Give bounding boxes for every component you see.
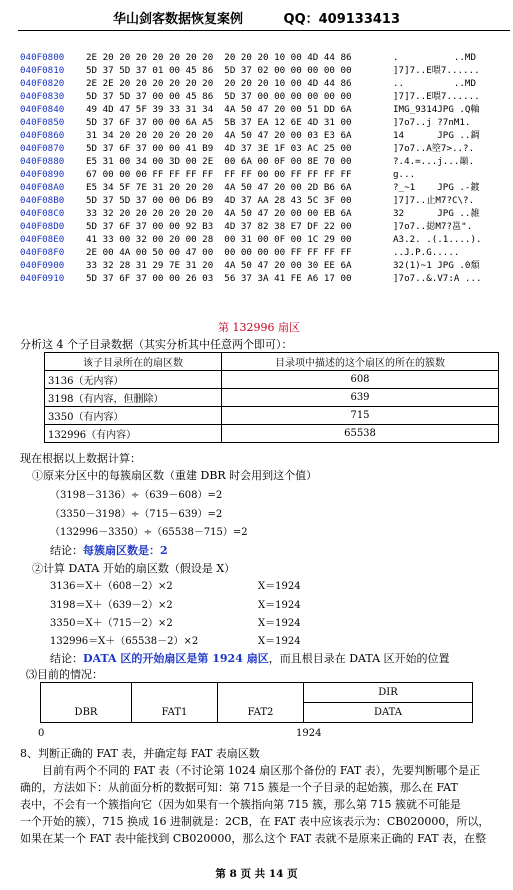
step2-title: ②计算 DATA 开始的扇区数（假设是 X） [32, 562, 236, 575]
hex-offset: 040F0820 [20, 78, 65, 89]
step2-result: X＝1924 [258, 618, 301, 629]
hex-bytes: 31 34 20 20 20 20 20 20 4A 50 47 20 00 03 E3 6A [86, 130, 352, 141]
hex-bytes: 67 00 00 00 FF FF FF FF FF FF 00 00 FF FF FF FF [86, 169, 352, 180]
hex-offset: 040F08B0 [20, 195, 65, 206]
hex-ascii: g... [393, 169, 482, 180]
conclusion-label: 结论： [50, 652, 83, 665]
hex-offset: 040F0810 [20, 65, 65, 76]
header-rule [18, 30, 510, 31]
hex-ascii: ]7o7..&.V7:A ... [393, 273, 482, 284]
table-cell: 715 [222, 407, 499, 425]
step2-eq: 132996＝X＋（65538－2）×2 [50, 636, 199, 647]
hex-ascii: . ..MD [393, 52, 476, 63]
intro-text: 分析这 4 个子目录数据（其实分析其中任意两个即可）： [20, 338, 293, 351]
hex-offset: 040F0900 [20, 260, 65, 271]
hex-offset: 040F0860 [20, 130, 65, 141]
step1-title: ①原来分区中的每簇扇区数（重建 DBR 时会用到这个值） [32, 469, 318, 482]
step2-eq: 3198＝X＋（639－2）×2 [50, 600, 173, 611]
paragraph-line: 确的，方法如下：从前面分析的数据可知：第 715 簇是一个子目录的起始簇，那么在 FAT [20, 781, 458, 794]
hex-ascii: A3.2. .(.1....). [393, 234, 482, 245]
hex-ascii: ]7]7..E喂7...... [393, 65, 480, 76]
fat1-cell: FAT1 [132, 703, 218, 723]
table-header: 该子目录所在的扇区数 [45, 353, 222, 371]
step1-line: （3350－3198）÷（715－639）=2 [50, 509, 223, 520]
step1-line: （132996－3350）÷（65538－715）=2 [50, 527, 248, 538]
hex-ascii: .. ..MD [393, 78, 476, 89]
paragraph-line: 目前有两个不同的 FAT 表（不讨论第 1024 扇区那个备份的 FAT 表），先要判断哪个是正 [42, 764, 481, 777]
hex-bytes: 5D 37 5D 37 00 00 D6 B9 4D 37 AA 28 43 5C 3F 00 [86, 195, 352, 206]
axis-mark-label: 1924 [296, 728, 322, 739]
table-cell: 608 [222, 371, 499, 389]
hex-ascii: ]7]7..止M7?C\?. [393, 195, 475, 206]
step2-result: X＝1924 [258, 636, 301, 647]
axis-start-label: 0 [38, 728, 45, 739]
table-row [45, 371, 499, 389]
hex-ascii: ..J.P.G..... [393, 247, 482, 258]
hex-bytes: 5D 37 6F 37 00 00 41 B9 4D 37 3E 1F 03 AC 25 00 [86, 143, 352, 154]
step2-eq: 3136＝X＋（608－2）×2 [50, 581, 173, 592]
hex-bytes: 2E 20 20 20 20 20 20 20 20 20 20 10 00 4D 44 86 [86, 52, 352, 63]
hex-ascii: ]7o7..搃M7?邕". [393, 221, 473, 232]
hex-ascii: 32 JPG ..雑 [393, 208, 480, 219]
dbr-cell: DBR [41, 703, 132, 723]
hex-offset: 040F0800 [20, 52, 65, 63]
hex-ascii: ?.4.=...j...巔. [393, 156, 475, 167]
hex-offset: 040F0910 [20, 273, 65, 284]
hex-bytes: 5D 37 6F 37 00 00 92 B3 4D 37 82 38 E7 DF 22 00 [86, 221, 352, 232]
hex-bytes: 5D 37 5D 37 00 00 45 86 5D 37 00 00 00 00 00 00 [86, 91, 352, 102]
hex-bytes: 41 33 00 32 00 20 00 28 00 31 00 0F 00 1C 29 00 [86, 234, 352, 245]
section8-title: 8、判断正确的 FAT 表，并确定每 FAT 表扇区数 [20, 747, 260, 760]
hex-offset: 040F0840 [20, 104, 65, 115]
hex-caption: 第 132996 扇区 [218, 321, 300, 334]
step1-conclusion [50, 542, 168, 558]
conclusion-tail: ，而且根目录在 DATA 区开始的位置 [268, 652, 450, 665]
hex-bytes: E5 31 00 34 00 3D 00 2E 00 6A 00 0F 00 8E 70 00 [86, 156, 352, 167]
fat2-cell: FAT2 [218, 703, 304, 723]
step2-eq: 3350＝X＋（715－2）×2 [50, 618, 173, 629]
step3-title: ⑶目前的情况： [26, 668, 103, 681]
page-header [0, 8, 513, 27]
hex-ascii: 32(1)~1 JPG .0頽 [393, 260, 480, 271]
step2-conclusion [50, 650, 450, 666]
header-qq: QQ：409133413 [283, 12, 401, 27]
dir-cell: DIR [304, 683, 473, 703]
layout-diagram [40, 682, 473, 723]
hex-offset: 040F0830 [20, 91, 65, 102]
step1-line: （3198－3136）÷（639－608）=2 [50, 490, 223, 501]
hex-offset: 040F0850 [20, 117, 65, 128]
conclusion-value: 每簇扇区数是：2 [83, 544, 168, 557]
data-cell: DATA [304, 703, 473, 723]
hex-offset: 040F08C0 [20, 208, 65, 219]
calc-intro: 现在根据以上数据计算： [20, 452, 141, 465]
table-cell: 65538 [222, 425, 499, 443]
hex-offset: 040F0890 [20, 169, 65, 180]
hex-bytes: 2E 00 4A 00 50 00 47 00 00 00 00 00 FF FF FF FF [86, 247, 352, 258]
step2-result: X＝1924 [258, 581, 301, 592]
hex-ascii: ]7]7..E喂7...... [393, 91, 480, 102]
hex-bytes: 2E 2E 20 20 20 20 20 20 20 20 20 10 00 4D 44 86 [86, 78, 352, 89]
paragraph-line: 一个开始的簇），715 换成 16 进制就是：2CB，在 FAT 表中应该表示为：CB020000，所以， [20, 815, 490, 828]
paragraph-line: 如果在某一个 FAT 表中能找到 CB020000，那么这个 FAT 表就不是原来正确的 FAT 表，在整 [20, 832, 487, 845]
hex-offset: 040F08A0 [20, 182, 65, 193]
hex-ascii: 14 JPG ..錭 [393, 130, 480, 141]
table-cell: 132996（有内容） [45, 425, 222, 443]
hex-bytes: 5D 37 5D 37 01 00 45 86 5D 37 02 00 00 00 00 00 [86, 65, 352, 76]
table-header-row [45, 353, 499, 371]
conclusion-label: 结论： [50, 544, 83, 557]
hex-bytes: E5 34 5F 7E 31 20 20 20 4A 50 47 20 00 2D B6 6A [86, 182, 352, 193]
table-row [45, 407, 499, 425]
conclusion-value: DATA 区的开始扇区是第 1924 扇区 [83, 652, 269, 665]
table-cell: 3198（有内容，但删除） [45, 389, 222, 407]
hex-offset: 040F0880 [20, 156, 65, 167]
hex-ascii: ]7o7..A箜7>..?. [393, 143, 475, 154]
page-footer: 第 8 页 共 14 页 [215, 868, 298, 880]
step2-result: X＝1924 [258, 600, 301, 611]
hex-offset: 040F0870 [20, 143, 65, 154]
sector-table [44, 352, 499, 443]
table-header: 目录项中描述的这个扇区的所在的簇数 [222, 353, 499, 371]
hex-offset: 040F08E0 [20, 234, 65, 245]
table-row [45, 425, 499, 443]
paragraph-line: 表中，不会有一个簇指向它（因为如果有一个簇指向第 715 簇，那么第 715 簇就不可能是 [20, 798, 461, 811]
table-cell: 3350（有内容） [45, 407, 222, 425]
hex-ascii: IMG_9314JPG .Q軸 [393, 104, 480, 115]
table-cell: 639 [222, 389, 499, 407]
hex-bytes: 33 32 20 20 20 20 20 20 4A 50 47 20 00 00 EB 6A [86, 208, 352, 219]
hex-bytes: 49 4D 47 5F 39 33 31 34 4A 50 47 20 00 51 DD 6A [86, 104, 352, 115]
hex-offset: 040F08D0 [20, 221, 65, 232]
hex-bytes: 5D 37 6F 37 00 00 6A A5 5B 37 EA 12 6E 4D 31 00 [86, 117, 352, 128]
section8-body [20, 762, 506, 847]
hex-bytes: 5D 37 6F 37 00 00 26 03 56 37 3A 41 FE A6 17 00 [86, 273, 352, 284]
table-row [45, 389, 499, 407]
hex-bytes: 33 32 28 31 29 7E 31 20 4A 50 47 20 00 30 EE 6A [86, 260, 352, 271]
header-title: 华山剑客数据恢复案例 [112, 12, 243, 27]
hex-ascii: ?_~1 JPG .-鍍 [393, 182, 480, 193]
hex-ascii: ]7o7..j ?7nM1. [393, 117, 471, 128]
table-cell: 3136（无内容） [45, 371, 222, 389]
hex-offset: 040F08F0 [20, 247, 65, 258]
